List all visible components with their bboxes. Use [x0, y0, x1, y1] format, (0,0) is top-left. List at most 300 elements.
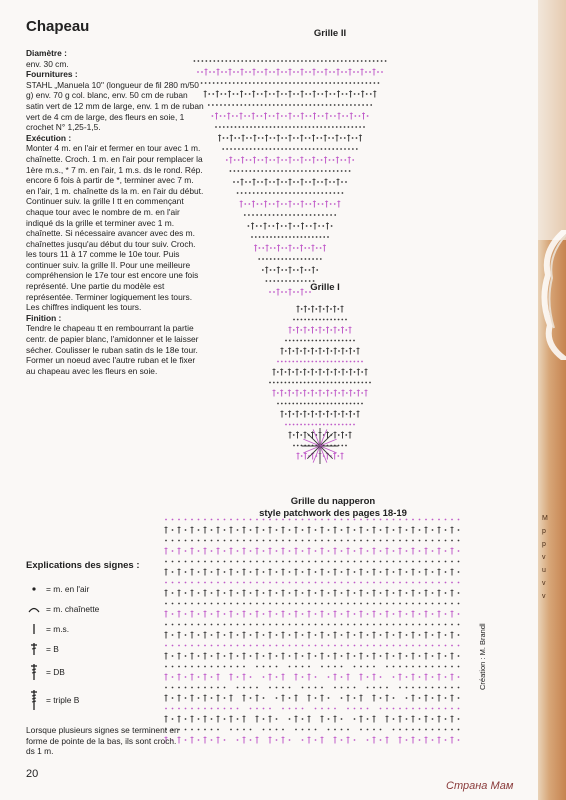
chain-stitch-mark — [256, 540, 258, 542]
chain-stitch-mark — [237, 571, 239, 573]
chain-stitch-mark — [282, 540, 284, 542]
chain-stitch-mark — [373, 666, 375, 668]
chain-stitch-mark — [277, 126, 279, 128]
chain-stitch-mark — [213, 60, 215, 62]
chain-stitch-mark — [256, 214, 258, 216]
chain-stitch-mark — [228, 104, 230, 106]
chain-stitch-mark — [289, 708, 291, 710]
chain-stitch-mark — [406, 739, 408, 741]
chain-stitch-mark — [341, 60, 343, 62]
chain-stitch-mark — [211, 634, 213, 636]
chain-stitch-mark — [361, 392, 363, 394]
chain-stitch-mark — [315, 739, 317, 741]
chain-stitch-mark — [276, 697, 278, 699]
chain-stitch-mark — [276, 519, 278, 521]
chain-stitch-mark — [289, 280, 291, 282]
grille1-title: Grille I — [310, 282, 340, 293]
chain-stitch-mark — [172, 540, 174, 542]
chain-stitch-mark — [304, 424, 306, 426]
fournitures-label: Fournitures : — [26, 69, 78, 80]
chain-stitch-mark — [293, 258, 295, 260]
chain-stitch-mark — [230, 561, 232, 563]
chain-stitch-mark — [406, 666, 408, 668]
chain-stitch-mark — [451, 624, 453, 626]
chain-stitch-mark — [380, 550, 382, 552]
chain-stitch-mark — [232, 115, 234, 117]
chain-stitch-mark — [285, 225, 287, 227]
bar-icon — [26, 623, 42, 635]
chain-stitch-mark — [300, 403, 302, 405]
chain-stitch-mark — [292, 371, 294, 373]
chain-stitch-mark — [266, 126, 268, 128]
chain-stitch-mark — [308, 540, 310, 542]
chain-stitch-mark — [412, 561, 414, 563]
chain-stitch-mark — [399, 582, 401, 584]
chain-stitch-mark — [419, 582, 421, 584]
chain-stitch-mark — [451, 645, 453, 647]
chain-stitch-mark — [331, 403, 333, 405]
chain-stitch-mark — [302, 519, 304, 521]
chain-stitch-mark — [277, 382, 279, 384]
chain-stitch-mark — [393, 729, 395, 731]
chain-stitch-mark — [281, 181, 283, 183]
chain-stitch-mark — [458, 519, 460, 521]
chain-stitch-mark — [191, 519, 193, 521]
chain-stitch-mark — [293, 82, 295, 84]
chain-stitch-mark — [336, 126, 338, 128]
chain-stitch-mark — [253, 192, 255, 194]
chain-stitch-mark — [332, 148, 334, 150]
chain-stitch-mark — [302, 624, 304, 626]
chain-stitch-mark — [317, 159, 319, 161]
chain-stitch-mark — [330, 203, 332, 205]
chain-stitch-mark — [345, 60, 347, 62]
chain-stitch-mark — [321, 708, 323, 710]
chain-stitch-mark — [317, 93, 319, 95]
chain-stitch-mark — [241, 170, 243, 172]
chain-stitch-mark — [341, 739, 343, 741]
chain-stitch-mark — [255, 236, 257, 238]
chain-stitch-mark — [261, 71, 263, 73]
chain-stitch-mark — [263, 634, 265, 636]
chain-stitch-mark — [217, 645, 219, 647]
chain-stitch-mark — [308, 519, 310, 521]
chain-stitch-mark — [289, 192, 291, 194]
chain-stitch-mark — [293, 159, 295, 161]
chain-stitch-mark — [297, 148, 299, 150]
chain-stitch-mark — [238, 148, 240, 150]
chain-stitch-mark — [302, 666, 304, 668]
chain-stitch-mark — [276, 603, 278, 605]
chain-stitch-mark — [334, 561, 336, 563]
chain-stitch-mark — [269, 192, 271, 194]
chain-stitch-mark — [349, 424, 351, 426]
chain-stitch-mark — [338, 329, 340, 331]
chain-stitch-mark — [263, 236, 265, 238]
chain-stitch-mark — [261, 93, 263, 95]
chain-stitch-mark — [204, 519, 206, 521]
chain-stitch-mark — [393, 582, 395, 584]
chain-stitch-mark — [281, 192, 283, 194]
chain-stitch-mark — [273, 60, 275, 62]
chain-stitch-mark — [321, 645, 323, 647]
chain-stitch-mark — [341, 697, 343, 699]
grille2-diagram — [190, 42, 390, 302]
chain-stitch-mark — [315, 687, 317, 689]
chain-stitch-mark — [458, 718, 460, 720]
chain-stitch-mark — [373, 645, 375, 647]
chain-stitch-mark — [386, 645, 388, 647]
dot-icon — [26, 585, 42, 593]
chain-stitch-mark — [282, 729, 284, 731]
chain-stitch-mark — [245, 60, 247, 62]
chain-stitch-mark — [320, 258, 322, 260]
chain-stitch-mark — [301, 126, 303, 128]
chain-stitch-mark — [211, 582, 213, 584]
chain-stitch-mark — [191, 540, 193, 542]
chain-stitch-mark — [276, 561, 278, 563]
chain-stitch-mark — [406, 645, 408, 647]
chain-stitch-mark — [289, 340, 291, 342]
chain-stitch-mark — [246, 159, 248, 161]
chain-stitch-mark — [224, 739, 226, 741]
chain-stitch-mark — [323, 329, 325, 331]
chain-stitch-mark — [289, 60, 291, 62]
chain-stitch-mark — [380, 645, 382, 647]
chain-stitch-mark — [301, 82, 303, 84]
chain-stitch-mark — [274, 269, 276, 271]
chain-stitch-mark — [293, 424, 295, 426]
chain-stitch-mark — [323, 371, 325, 373]
chain-stitch-mark — [354, 624, 356, 626]
chain-stitch-mark — [327, 361, 329, 363]
chain-stitch-mark — [399, 708, 401, 710]
chain-stitch-mark — [234, 148, 236, 150]
chain-stitch-mark — [285, 269, 287, 271]
chain-stitch-mark — [277, 170, 279, 172]
chain-stitch-mark — [327, 382, 329, 384]
chain-stitch-mark — [317, 181, 319, 183]
chain-stitch-mark — [367, 676, 369, 678]
chain-stitch-mark — [412, 687, 414, 689]
chain-stitch-mark — [359, 115, 361, 117]
chain-stitch-mark — [341, 645, 343, 647]
chain-stitch-mark — [323, 424, 325, 426]
chain-stitch-mark — [318, 214, 320, 216]
chain-stitch-mark — [432, 697, 434, 699]
chain-stitch-mark — [269, 82, 271, 84]
chain-stitch-mark — [399, 561, 401, 563]
chain-stitch-mark — [345, 181, 347, 183]
chain-stitch-mark — [425, 687, 427, 689]
chain-stitch-mark — [301, 148, 303, 150]
chain-stitch-mark — [341, 170, 343, 172]
chain-stitch-mark — [432, 550, 434, 552]
chain-stitch-mark — [261, 192, 263, 194]
chain-stitch-mark — [297, 115, 299, 117]
chain-stitch-mark — [276, 645, 278, 647]
chain-stitch-mark — [281, 203, 283, 205]
chain-stitch-mark — [231, 126, 233, 128]
chain-stitch-mark — [266, 236, 268, 238]
chain-stitch-mark — [289, 561, 291, 563]
chain-stitch-mark — [334, 203, 336, 205]
chain-stitch-mark — [412, 645, 414, 647]
chain-stitch-mark — [331, 225, 333, 227]
chain-stitch-mark — [265, 104, 267, 106]
chain-stitch-mark — [277, 392, 279, 394]
chain-stitch-mark — [451, 582, 453, 584]
chain-stitch-mark — [234, 159, 236, 161]
chain-stitch-mark — [360, 561, 362, 563]
chain-stitch-mark — [309, 192, 311, 194]
chain-stitch-mark — [245, 192, 247, 194]
chain-stitch-mark — [261, 181, 263, 183]
chain-stitch-mark — [270, 258, 272, 260]
chain-stitch-mark — [357, 361, 359, 363]
chain-stitch-mark — [341, 666, 343, 668]
chain-stitch-mark — [238, 137, 240, 139]
chain-stitch-mark — [217, 582, 219, 584]
chain-stitch-mark — [242, 148, 244, 150]
chain-stitch-mark — [425, 666, 427, 668]
chain-stitch-mark — [386, 603, 388, 605]
chain-stitch-mark — [250, 676, 252, 678]
chain-stitch-mark — [341, 687, 343, 689]
chain-stitch-mark — [342, 115, 344, 117]
chain-stitch-mark — [229, 82, 231, 84]
chain-stitch-mark — [262, 126, 264, 128]
chain-stitch-mark — [274, 126, 276, 128]
chain-stitch-mark — [393, 708, 395, 710]
chain-stitch-mark — [334, 361, 336, 363]
chain-stitch-mark — [330, 214, 332, 216]
chain-stitch-mark — [237, 519, 239, 521]
chain-stitch-mark — [354, 561, 356, 563]
chain-stitch-mark — [350, 361, 352, 363]
chain-stitch-mark — [295, 645, 297, 647]
credit-text: Création : M. Brandl — [478, 623, 487, 690]
chain-stitch-mark — [386, 666, 388, 668]
chain-stitch-mark — [276, 666, 278, 668]
chain-stitch-mark — [338, 371, 340, 373]
chain-stitch-mark — [289, 697, 291, 699]
legend-item-tr — [26, 685, 206, 715]
chain-stitch-mark — [349, 60, 351, 62]
chain-stitch-mark — [334, 403, 336, 405]
chain-stitch-mark — [347, 582, 349, 584]
chain-stitch-mark — [237, 592, 239, 594]
chain-stitch-mark — [308, 308, 310, 310]
chain-stitch-mark — [321, 192, 323, 194]
chain-stitch-mark — [308, 624, 310, 626]
chain-stitch-mark — [318, 104, 320, 106]
chain-stitch-mark — [248, 225, 250, 227]
chain-stitch-mark — [238, 126, 240, 128]
chain-stitch-mark — [305, 203, 307, 205]
chain-stitch-mark — [233, 93, 235, 95]
chain-stitch-mark — [451, 708, 453, 710]
chain-stitch-mark — [237, 676, 239, 678]
chain-stitch-mark — [263, 561, 265, 563]
chain-stitch-mark — [309, 203, 311, 205]
chain-stitch-mark — [432, 603, 434, 605]
chain-stitch-mark — [341, 624, 343, 626]
chain-stitch-mark — [224, 634, 226, 636]
chain-stitch-mark — [217, 687, 219, 689]
chain-stitch-mark — [295, 666, 297, 668]
chain-stitch-mark — [312, 340, 314, 342]
chain-stitch-mark — [354, 371, 356, 373]
chain-stitch-mark — [341, 613, 343, 615]
chain-stitch-mark — [293, 104, 295, 106]
chain-stitch-mark — [419, 708, 421, 710]
chain-stitch-mark — [235, 126, 237, 128]
chain-stitch-mark — [419, 603, 421, 605]
chain-stitch-mark — [458, 634, 460, 636]
chain-stitch-mark — [237, 170, 239, 172]
chain-stitch-mark — [244, 115, 246, 117]
chain-stitch-mark — [341, 655, 343, 657]
chain-stitch-mark — [263, 540, 265, 542]
chain-stitch-mark — [269, 291, 271, 293]
chain-stitch-mark — [266, 258, 268, 260]
chain-stitch-mark — [305, 60, 307, 62]
chain-stitch-mark — [328, 613, 330, 615]
chain-stitch-mark — [297, 247, 299, 249]
chain-stitch-mark — [302, 655, 304, 657]
chain-stitch-mark — [281, 126, 283, 128]
chain-stitch-mark — [334, 93, 336, 95]
chain-stitch-mark — [333, 82, 335, 84]
chain-stitch-mark — [224, 613, 226, 615]
chain-stitch-mark — [380, 603, 382, 605]
chain-stitch-mark — [305, 192, 307, 194]
chain-stitch-mark — [237, 603, 239, 605]
legend-title: Explications des signes : — [26, 560, 140, 571]
chain-stitch-mark — [438, 666, 440, 668]
chain-stitch-mark — [330, 340, 332, 342]
chain-stitch-mark — [308, 666, 310, 668]
chain-stitch-mark — [256, 561, 258, 563]
chain-stitch-mark — [249, 181, 251, 183]
chain-stitch-mark — [393, 550, 395, 552]
chain-stitch-mark — [276, 529, 278, 531]
chain-stitch-mark — [412, 708, 414, 710]
chain-stitch-mark — [301, 214, 303, 216]
chain-stitch-mark — [332, 137, 334, 139]
chain-stitch-mark — [361, 382, 363, 384]
chain-stitch-mark — [334, 382, 336, 384]
chain-stitch-mark — [445, 603, 447, 605]
chain-stitch-mark — [458, 729, 460, 731]
chain-stitch-mark — [357, 82, 359, 84]
chain-stitch-mark — [334, 666, 336, 668]
chain-stitch-mark — [330, 329, 332, 331]
chain-stitch-mark — [225, 60, 227, 62]
chain-stitch-mark — [269, 603, 271, 605]
chain-stitch-mark — [263, 613, 265, 615]
chain-stitch-mark — [393, 603, 395, 605]
chain-stitch-mark — [250, 148, 252, 150]
adjacent-page-letter: p — [542, 528, 546, 535]
chain-stitch-mark — [393, 519, 395, 521]
chain-stitch-mark — [316, 137, 318, 139]
chain-stitch-mark — [369, 82, 371, 84]
adjacent-page-edge — [538, 0, 566, 800]
chain-stitch-mark — [172, 529, 174, 531]
chain-stitch-mark — [328, 571, 330, 573]
chain-stitch-mark — [300, 350, 302, 352]
adjacent-page-letter: u — [542, 567, 546, 574]
chain-stitch-mark — [261, 104, 263, 106]
chain-stitch-mark — [302, 550, 304, 552]
chain-stitch-mark — [311, 403, 313, 405]
chain-stitch-mark — [354, 592, 356, 594]
chain-stitch-mark — [338, 319, 340, 321]
chain-stitch-mark — [296, 361, 298, 363]
chain-stitch-mark — [220, 115, 222, 117]
chain-stitch-mark — [292, 361, 294, 363]
chain-stitch-mark — [361, 60, 363, 62]
chain-stitch-mark — [285, 126, 287, 128]
chain-stitch-mark — [243, 624, 245, 626]
chain-stitch-mark — [352, 137, 354, 139]
chain-stitch-mark — [367, 645, 369, 647]
chain-stitch-mark — [386, 708, 388, 710]
chain-stitch-mark — [412, 603, 414, 605]
chain-stitch-mark — [334, 624, 336, 626]
chain-stitch-mark — [341, 603, 343, 605]
chain-stitch-mark — [273, 203, 275, 205]
chain-stitch-mark — [289, 104, 291, 106]
chain-stitch-mark — [354, 392, 356, 394]
chain-stitch-mark — [244, 214, 246, 216]
chain-stitch-mark — [238, 159, 240, 161]
chain-stitch-mark — [295, 540, 297, 542]
chain-stitch-mark — [276, 655, 278, 657]
chain-stitch-mark — [323, 350, 325, 352]
chain-stitch-mark — [360, 729, 362, 731]
chain-stitch-mark — [317, 170, 319, 172]
chain-stitch-mark — [285, 371, 287, 373]
chain-stitch-mark — [308, 392, 310, 394]
chain-stitch-mark — [273, 159, 275, 161]
chain-stitch-mark — [354, 104, 356, 106]
chain-stitch-mark — [289, 126, 291, 128]
chain-stitch-mark — [289, 424, 291, 426]
chain-stitch-mark — [315, 403, 317, 405]
chain-stitch-mark — [345, 434, 347, 436]
chain-stitch-mark — [393, 529, 395, 531]
chain-stitch-mark — [399, 519, 401, 521]
chain-stitch-mark — [313, 82, 315, 84]
chain-stitch-mark — [324, 148, 326, 150]
chain-stitch-mark — [386, 540, 388, 542]
chain-stitch-mark — [346, 403, 348, 405]
chain-stitch-mark — [353, 413, 355, 415]
chain-stitch-mark — [297, 236, 299, 238]
chain-stitch-mark — [315, 613, 317, 615]
chain-stitch-mark — [458, 708, 460, 710]
chain-stitch-mark — [289, 592, 291, 594]
chain-stitch-mark — [256, 603, 258, 605]
chain-stitch-mark — [289, 403, 291, 405]
chain-stitch-mark — [352, 159, 354, 161]
chain-stitch-mark — [249, 104, 251, 106]
chain-stitch-mark — [277, 192, 279, 194]
chain-stitch-mark — [458, 697, 460, 699]
